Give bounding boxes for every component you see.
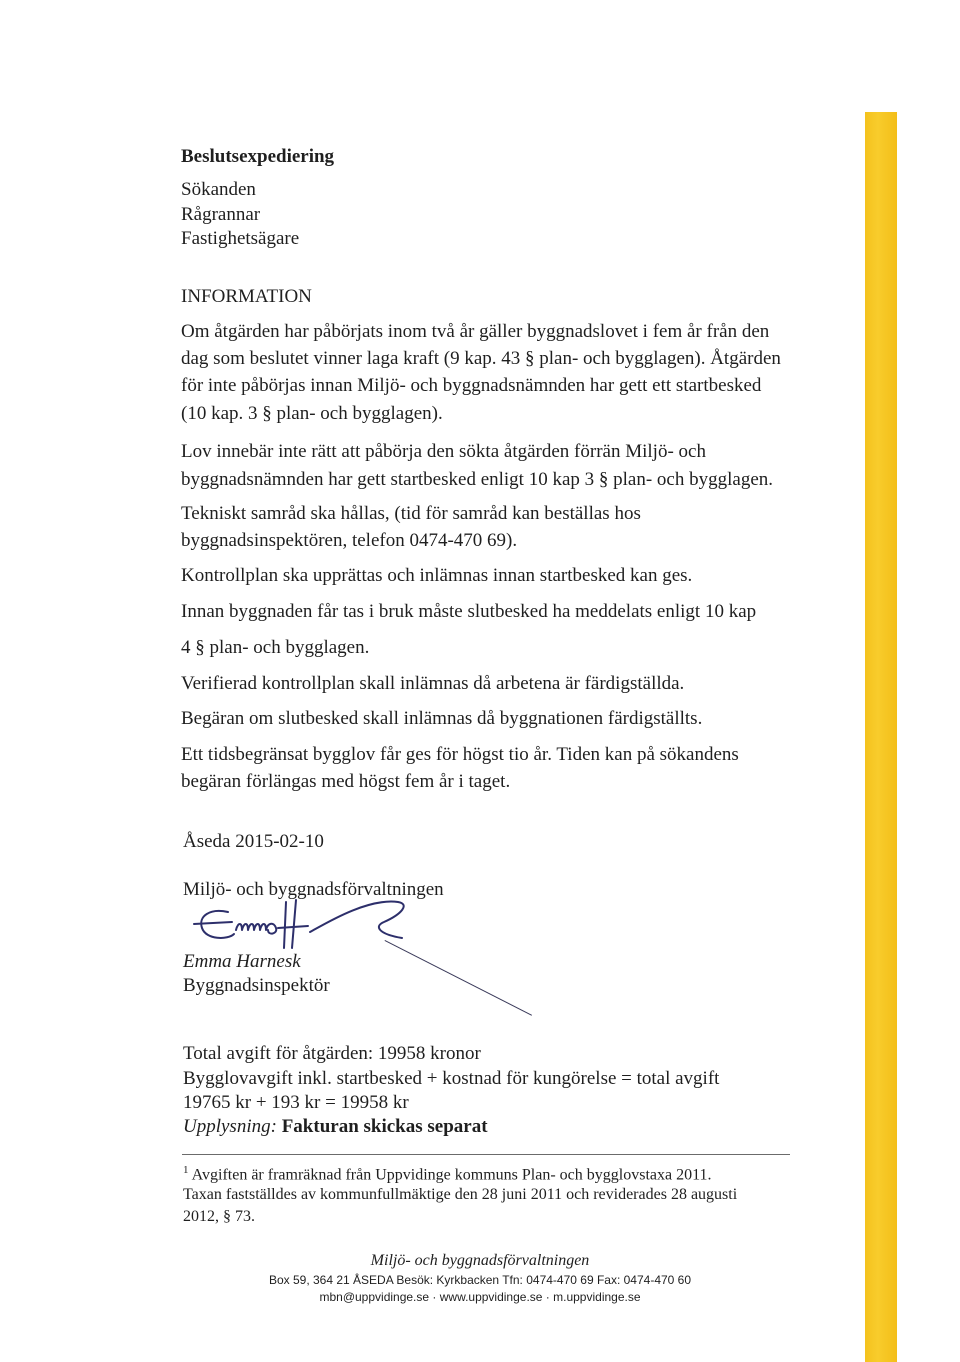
footer-org-name: Miljö- och byggnadsförvaltningen	[370, 1252, 590, 1269]
yellow-edge-bar	[865, 112, 897, 1362]
info-line: Ett tidsbegränsat bygglov får ges för högst tio år. Tiden kan på sökandens	[181, 744, 739, 765]
heading: Beslutsexpediering	[181, 146, 335, 167]
info-line: Om åtgärden har påbörjats inom två år gäller byggnadslovet i fem år från den	[181, 321, 770, 342]
info-line: 4 § plan- och bygglagen.	[181, 637, 370, 658]
fee-note-text: Fakturan skickas separat	[281, 1116, 488, 1137]
footer-contacts: mbn@uppvidinge.se · www.uppvidinge.se · m.uppvidinge.se	[319, 1290, 641, 1304]
info-line: byggnadsnämnden har gett startbesked enligt 10 kap 3 § plan- och bygglagen.	[181, 469, 774, 490]
footnote-line: 2012, § 73.	[183, 1208, 255, 1225]
place-date: Åseda 2015-02-10	[183, 831, 324, 852]
fee-total: Total avgift för åtgärden: 19958 kronor	[183, 1043, 481, 1064]
footnote-line: Taxan fastställdes av kommunfullmäktige den 28 juni 2011 och reviderades 28 augusti	[183, 1186, 738, 1203]
info-line: (10 kap. 3 § plan- och bygglagen).	[181, 403, 443, 424]
fee-calculation: 19765 kr + 193 kr = 19958 kr	[183, 1092, 409, 1113]
recipient-applicant: Sökanden	[181, 179, 256, 200]
info-line: Begäran om slutbesked skall inlämnas då byggnationen färdigställts.	[181, 708, 703, 729]
signatory-name: Emma Harnesk	[183, 951, 301, 972]
fee-note-label: Upplysning:	[183, 1116, 277, 1137]
footnote-text: Avgiften är framräknad från Uppvidinge kommuns Plan- och bygglovstaxa 2011.	[191, 1166, 712, 1184]
info-line: dag som beslutet vinner laga kraft (9 kap. 43 § plan- och bygglagen). Åtgärden	[181, 348, 781, 369]
footnote-marker: 1	[183, 1164, 189, 1176]
info-line: byggnadsinspektören, telefon 0474-470 69).	[181, 530, 518, 551]
info-title: INFORMATION	[181, 286, 312, 307]
signatory-title: Byggnadsinspektör	[183, 975, 330, 996]
info-line: för inte påbörjas innan Miljö- och byggnadsnämnden har gett ett startbesked	[181, 375, 762, 396]
fee-note	[183, 1116, 488, 1138]
info-line: Kontrollplan ska upprättas och inlämnas innan startbesked kan ges.	[181, 565, 693, 586]
footer-address: Box 59, 364 21 ÅSEDA Besök: Kyrkbacken Tfn: 0474-470 69 Fax: 0474-470 60	[268, 1273, 692, 1287]
info-line: Lov innebär inte rätt att påbörja den sökta åtgärden förrän Miljö- och	[181, 441, 706, 462]
signature	[188, 892, 418, 952]
info-line: begäran förlängas med högst fem år i taget.	[181, 771, 511, 792]
info-line: Innan byggnaden får tas i bruk måste slutbesked ha meddelats enligt 10 kap	[181, 601, 757, 622]
info-line: Verifierad kontrollplan skall inlämnas då arbetena är färdigställda.	[181, 673, 685, 694]
footnote-line	[183, 1164, 712, 1184]
recipient-neighbours: Rågrannar	[181, 204, 261, 225]
info-line: Tekniskt samråd ska hållas, (tid för samråd kan beställas hos	[181, 503, 641, 524]
recipient-owner: Fastighetsägare	[181, 228, 300, 249]
footnote-divider	[182, 1154, 790, 1155]
department-name: Miljö- och byggnadsförvaltningen	[183, 879, 444, 900]
fee-breakdown: Bygglovavgift inkl. startbesked + kostnad för kungörelse = total avgift	[183, 1068, 720, 1089]
signature-stroke	[385, 940, 532, 1016]
